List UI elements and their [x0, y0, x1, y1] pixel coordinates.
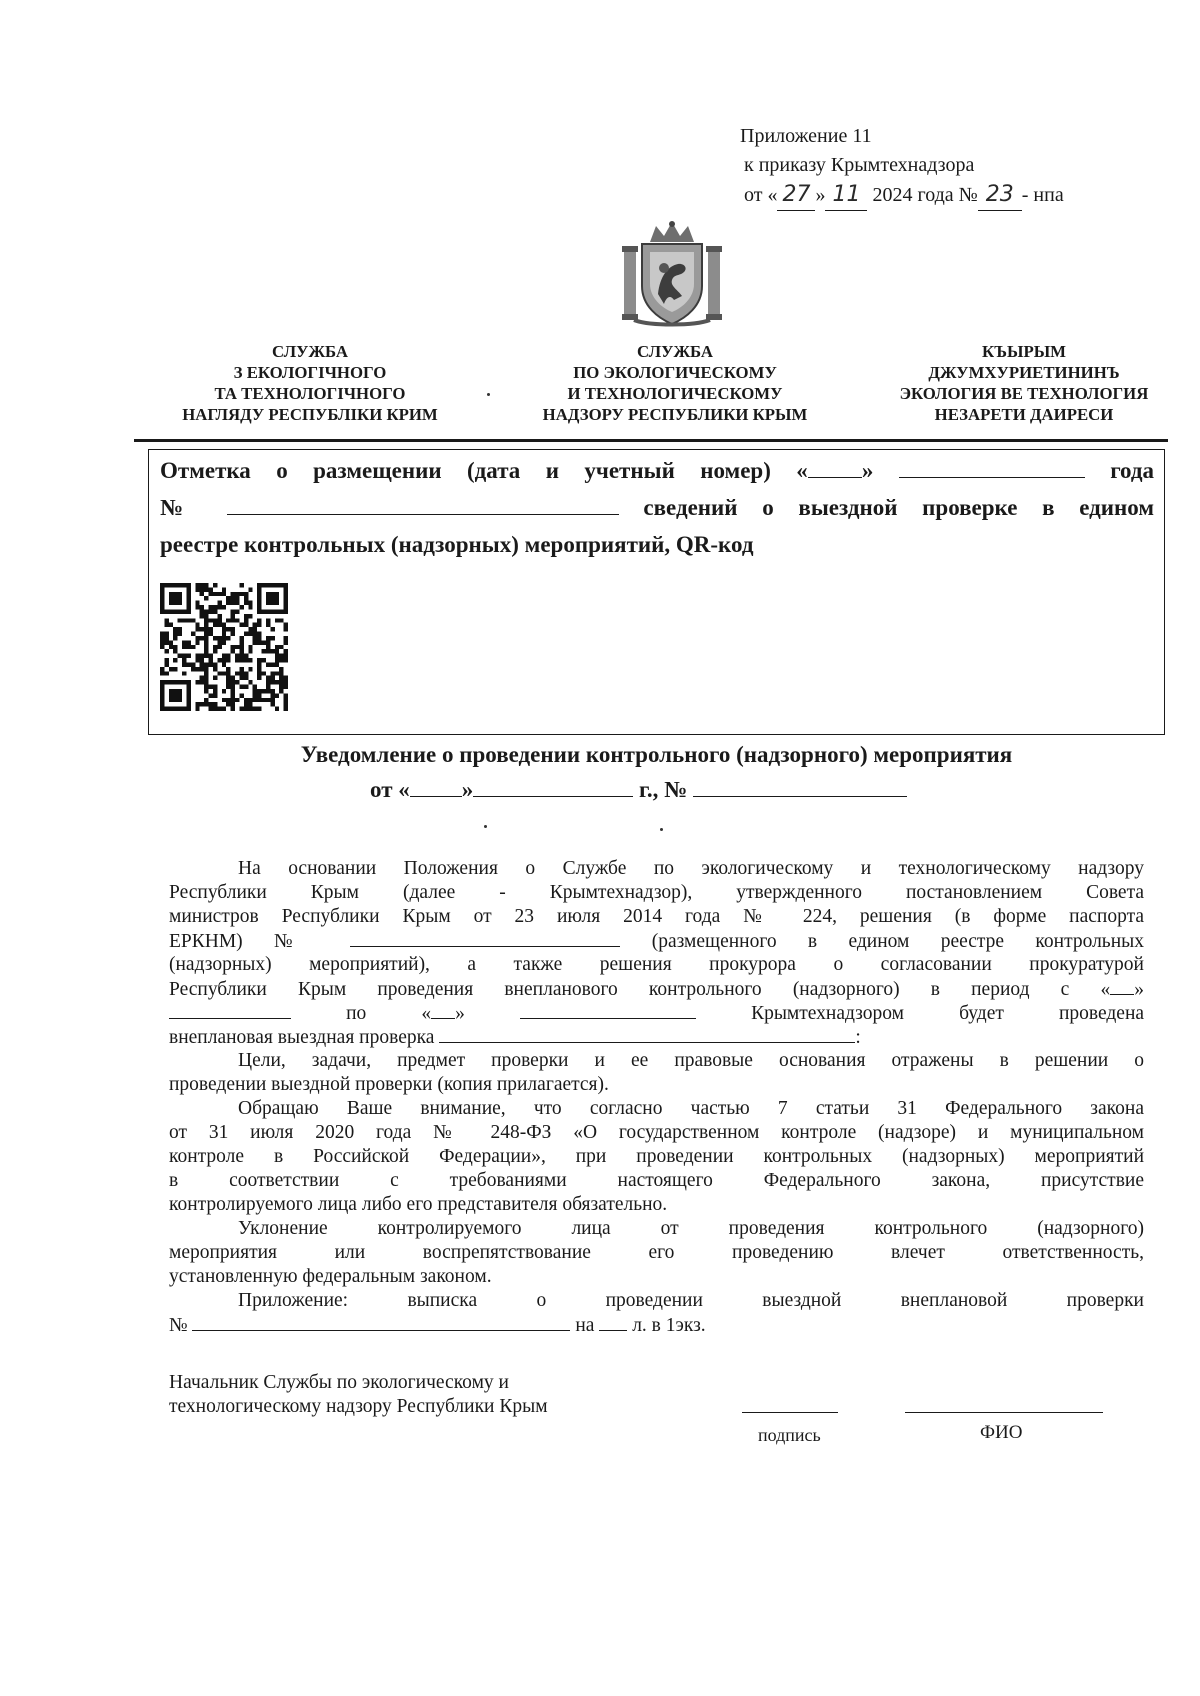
- body-line: по « » Крымтехнадзором будет проведена: [169, 1002, 1144, 1024]
- body-line: установленную федеральным законом.: [169, 1266, 492, 1287]
- appendix-line-1: Приложение 11: [740, 125, 872, 147]
- registry-number-blank[interactable]: [227, 496, 619, 515]
- header-center-line: СЛУЖБА: [636, 342, 714, 361]
- inspection-object-blank[interactable]: [439, 1026, 855, 1043]
- header-right-line: НЕЗАРЕТИ ДАИРЕСИ: [934, 405, 1114, 424]
- signature-title-line-1: Начальник Службы по экологическому и: [169, 1372, 509, 1393]
- body-line: Приложение: выписка о проведении выездной внеплановой проверки: [238, 1290, 1144, 1311]
- body-line: внеплановая выездная проверка :: [169, 1027, 861, 1048]
- registry-line-3: реестре контрольных (надзорных) мероприятий, QR-код: [160, 532, 754, 557]
- header-center-line: И ТЕХНОЛОГИЧЕСКОМУ: [567, 384, 783, 403]
- appendix-line-3: от « 27 » 11 2024 года № 23 - нпа: [740, 180, 1140, 211]
- appendix-note: [740, 122, 1140, 211]
- body-line: проведении выездной проверки (копия прилагается).: [169, 1074, 609, 1095]
- coat-of-arms-emblem: [620, 220, 724, 328]
- name-blank[interactable]: [905, 1412, 1103, 1413]
- period-start-blank[interactable]: [169, 1002, 291, 1019]
- header-right-line: ЭКОЛОГИЯ ВЕ ТЕХНОЛОГИЯ: [899, 384, 1149, 403]
- header-left-line: З ЕКОЛОГІЧНОГО: [233, 363, 387, 382]
- signature-title-line-2: технологическому надзору Республики Крым: [169, 1396, 548, 1417]
- header-dot: [487, 393, 490, 396]
- registry-line-1: Отметка о размещении (дата и учетный номер) « » года: [160, 458, 1155, 483]
- registry-line-2: № сведений о выездной проверке в едином: [160, 495, 1154, 520]
- header-left-block: [155, 341, 465, 425]
- registry-box: [148, 449, 1165, 735]
- signature-blank[interactable]: [742, 1412, 838, 1413]
- header-left-line: НАГЛЯДУ РЕСПУБЛІКИ КРИМ: [182, 405, 438, 424]
- appendix-line-2: к приказу Крымтехнадзора: [744, 154, 975, 176]
- body-line: (надзорных) мероприятий), а также решения прокурора о согласовании прокуратурой: [169, 954, 1144, 975]
- header-right-block: [864, 341, 1184, 425]
- notice-title: Уведомление о проведении контрольного (надзорного) мероприятия: [300, 742, 1013, 767]
- speck: [660, 828, 663, 831]
- body-line: мероприятия или воспрепятствование его проведению влечет ответственность,: [169, 1242, 1144, 1263]
- notice-number-blank[interactable]: [693, 778, 907, 797]
- appendix-day: 27: [782, 182, 811, 207]
- sheet-count-blank[interactable]: [599, 1314, 627, 1331]
- notice-day-blank[interactable]: [410, 778, 462, 797]
- body-line: ЕРКНМ) № (размещенного в едином реестре контрольных: [169, 931, 1144, 952]
- body-line: контроле в Российской Федерации», при проведении контрольных (надзорных) мероприятий: [169, 1146, 1144, 1167]
- body-line: от 31 июля 2020 года № 248-ФЗ «О государственном контроле (надзоре) и муниципальном: [169, 1122, 1144, 1143]
- period-start-day-blank[interactable]: [1110, 978, 1134, 995]
- body-line: министров Республики Крым от 23 июля 2014 года № 224, решения (в форме паспорта: [169, 906, 1144, 927]
- extract-number-blank[interactable]: [192, 1314, 570, 1331]
- period-end-day-blank[interactable]: [431, 1002, 455, 1019]
- header-rule: [134, 439, 1168, 442]
- body-line: № на л. в 1экз.: [169, 1315, 706, 1336]
- registry-date-blank[interactable]: [899, 459, 1085, 478]
- header-center-line: ПО ЭКОЛОГИЧЕСКОМУ: [573, 363, 777, 382]
- body-line: На основании Положения о Службе по экологическому и технологическому надзору: [238, 858, 1144, 879]
- qr-modules: [160, 583, 288, 711]
- header-center-line: НАДЗОРУ РЕСПУБЛИКИ КРЫМ: [542, 405, 808, 424]
- body-line: Республики Крым (далее - Крымтехнадзор), утвержденного постановлением Совета: [169, 882, 1144, 903]
- speck: [484, 825, 487, 828]
- appendix-number: 23: [985, 182, 1014, 207]
- notice-date-blank[interactable]: [473, 778, 633, 797]
- appendix-month: 11: [832, 182, 861, 207]
- registry-day-blank[interactable]: [808, 459, 862, 478]
- name-label: ФИО: [980, 1422, 1023, 1443]
- body-line: контролируемого лица либо его представителя обязательно.: [169, 1194, 668, 1215]
- body-line: Цели, задачи, предмет проверки и ее правовые основания отражены в решении о: [238, 1050, 1144, 1071]
- body-line: Уклонение контролируемого лица от проведения контрольного (надзорного): [238, 1218, 1144, 1239]
- notice-date-line: от « » г., №: [370, 776, 970, 804]
- header-right-line: ДЖУМХУРИЕТИНИНЪ: [928, 363, 1120, 382]
- body-line: в соответствии с требованиями настоящего Федерального закона, присутствие: [169, 1170, 1144, 1191]
- qr-code: [160, 583, 288, 711]
- body-line: Республики Крым проведения внепланового контрольного (надзорного) в период с « »: [169, 979, 1144, 1000]
- period-end-blank[interactable]: [520, 1002, 696, 1019]
- header-center-block: [510, 341, 840, 425]
- erknm-number-blank[interactable]: [350, 930, 620, 947]
- header-right-line: КЪЫРЫМ: [981, 342, 1067, 361]
- header-left-line: ТА ТЕХНОЛОГІЧНОГО: [214, 384, 406, 403]
- signature-label: подпись: [758, 1425, 821, 1445]
- body-line: Обращаю Ваше внимание, что согласно частью 7 статьи 31 Федерального закона: [238, 1098, 1144, 1119]
- header-left-line: СЛУЖБА: [271, 342, 349, 361]
